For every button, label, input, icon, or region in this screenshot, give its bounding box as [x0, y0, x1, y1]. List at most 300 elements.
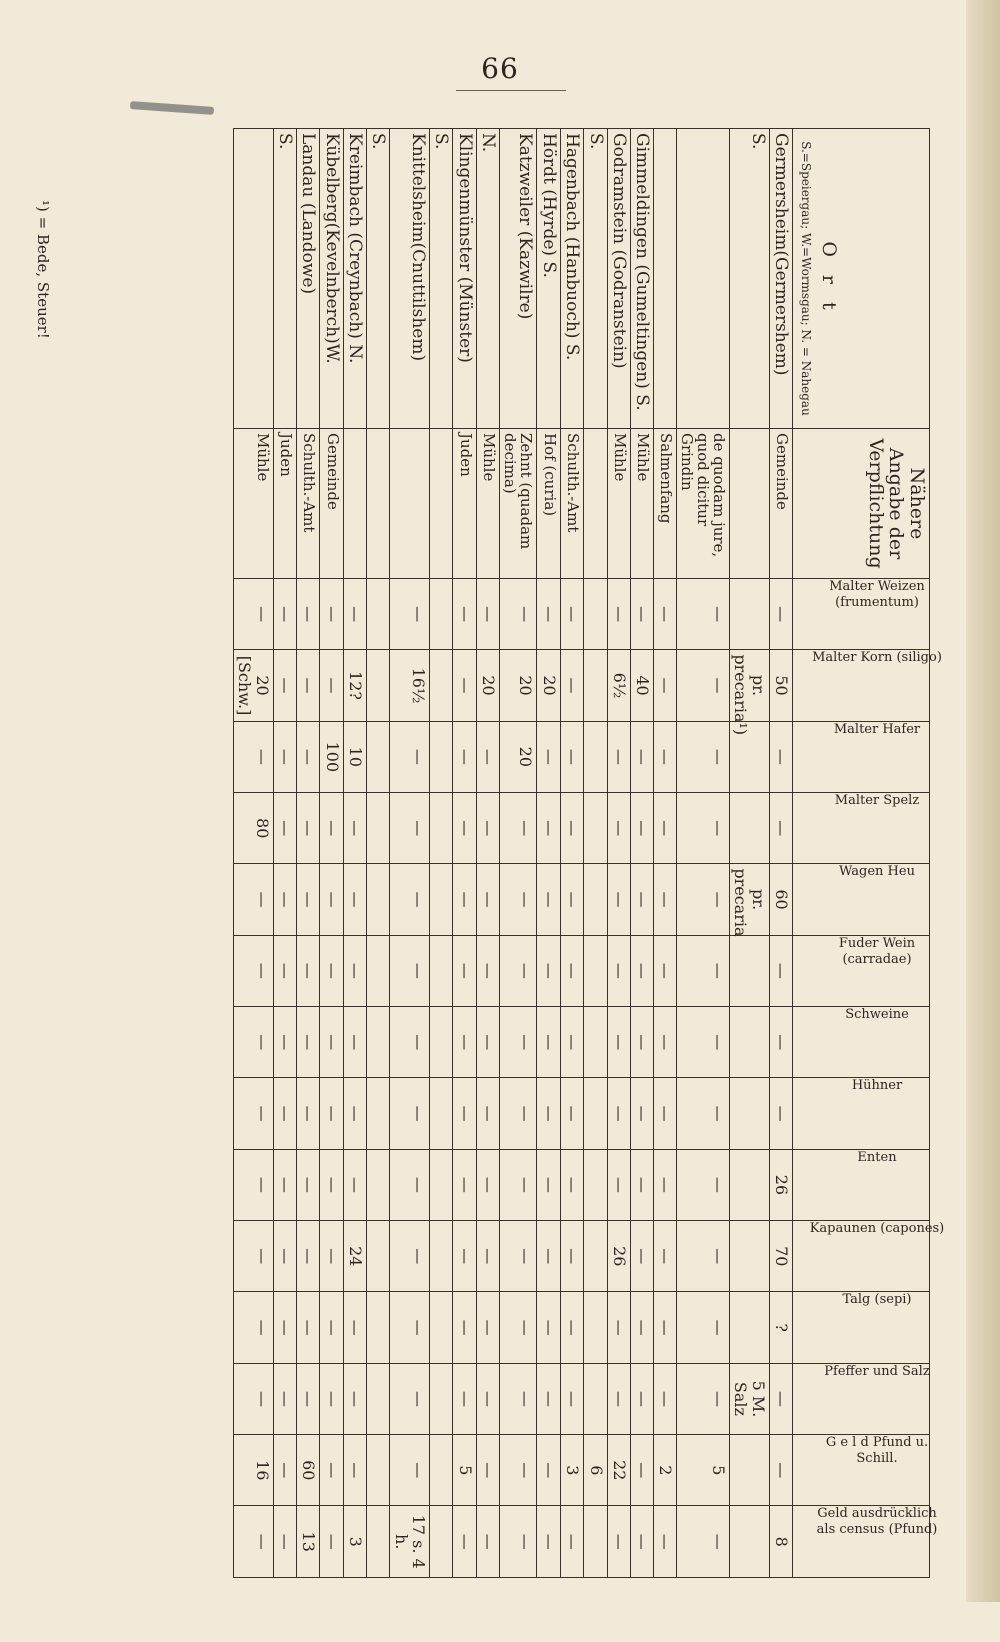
value-cell: — — [630, 1292, 653, 1363]
value-cell: — — [273, 1363, 296, 1434]
value-cell — [430, 935, 453, 1006]
value-cell: — — [320, 793, 343, 864]
table-row — [537, 129, 560, 1578]
value-cell: — — [654, 1007, 676, 1078]
value-cell: — — [453, 1221, 476, 1292]
table-row — [343, 129, 366, 1578]
value-cell: — — [537, 935, 560, 1006]
value-cell: 6 — [584, 1435, 607, 1506]
value-cell: — — [453, 721, 476, 792]
value-cell: — — [453, 1506, 476, 1578]
header-commodity: Kapaunen (capones) — [793, 1221, 930, 1292]
header-commodity: G e l d Pfund u. Schill. — [793, 1435, 930, 1506]
value-cell: — — [390, 793, 430, 864]
value-cell — [430, 1007, 453, 1078]
value-cell: 12? — [343, 650, 366, 721]
value-cell: 70 — [769, 1221, 792, 1292]
obligation-cell: de quodam jure, quod dicitur Grindin — [676, 429, 730, 579]
value-cell: — — [343, 1435, 366, 1506]
value-cell: 80 — [234, 793, 274, 864]
value-cell: — — [273, 1078, 296, 1149]
value-cell — [430, 1506, 453, 1578]
value-cell: — — [630, 1078, 653, 1149]
value-cell: — — [654, 1506, 676, 1578]
table-row — [367, 129, 390, 1578]
value-cell — [367, 864, 390, 935]
value-cell: — — [769, 1078, 792, 1149]
obligation-cell — [430, 429, 453, 579]
table-row — [320, 129, 343, 1578]
table-row — [297, 129, 320, 1578]
value-cell: — — [476, 1221, 499, 1292]
value-cell — [367, 793, 390, 864]
obligation-cell: Gemeinde — [769, 429, 792, 579]
value-cell: — — [607, 721, 630, 792]
value-cell — [730, 1292, 770, 1363]
header-commodity: Hühner — [793, 1078, 930, 1149]
value-cell — [367, 1221, 390, 1292]
value-cell — [730, 1078, 770, 1149]
header-place — [793, 129, 930, 429]
value-cell: — — [560, 1078, 583, 1149]
value-cell: — — [476, 579, 499, 650]
value-cell — [584, 650, 607, 721]
value-cell: — — [769, 793, 792, 864]
value-cell: — — [273, 1292, 296, 1363]
value-cell: — — [654, 721, 676, 792]
obligation-cell: Gemeinde — [320, 429, 343, 579]
table-row — [676, 129, 730, 1578]
value-cell — [430, 579, 453, 650]
value-cell — [730, 793, 770, 864]
value-cell: — — [769, 579, 792, 650]
value-cell: 22 — [607, 1435, 630, 1506]
value-cell: — — [453, 1149, 476, 1220]
value-cell: — — [630, 1221, 653, 1292]
header-commodity: Talg (sepi) — [793, 1292, 930, 1363]
page-number: 66 — [481, 52, 519, 85]
value-cell: — — [769, 1435, 792, 1506]
obligation-cell: Schulth.-Amt — [297, 429, 320, 579]
value-cell — [730, 935, 770, 1006]
value-cell: — — [343, 793, 366, 864]
obligation-cell — [367, 429, 390, 579]
value-cell: — — [607, 1007, 630, 1078]
value-cell: — — [500, 1363, 537, 1434]
value-cell: — — [320, 1292, 343, 1363]
value-cell: — — [630, 1149, 653, 1220]
value-cell: — — [343, 1149, 366, 1220]
value-cell: — — [320, 579, 343, 650]
value-cell: — — [453, 864, 476, 935]
value-cell: — — [320, 935, 343, 1006]
place-cell: N. — [476, 129, 499, 429]
value-cell: — — [654, 650, 676, 721]
table-row — [453, 129, 476, 1578]
value-cell: — — [390, 1149, 430, 1220]
value-cell: — — [320, 864, 343, 935]
value-cell: 2 — [654, 1435, 676, 1506]
place-cell: Godramstein (Godranstein) — [607, 129, 630, 429]
value-cell: 13 — [297, 1506, 320, 1578]
table-row — [273, 129, 296, 1578]
value-cell: — — [560, 793, 583, 864]
header-commodity: Geld ausdrücklich als census (Pfund) — [793, 1506, 930, 1578]
header-place-sub: S.=Speiergau; W.=Wormsgau; N. = Nahegau — [799, 141, 814, 416]
value-cell: — — [234, 864, 274, 935]
value-cell: — — [537, 721, 560, 792]
value-cell: — — [297, 793, 320, 864]
header-commodity: Wagen Heu — [793, 864, 930, 935]
value-cell — [430, 721, 453, 792]
value-cell: 3 — [560, 1435, 583, 1506]
value-cell: — — [297, 1078, 320, 1149]
table-header-row — [793, 129, 930, 1578]
value-cell: — — [453, 1292, 476, 1363]
value-cell: — — [630, 579, 653, 650]
value-cell: — — [476, 1292, 499, 1363]
value-cell — [430, 1149, 453, 1220]
value-cell: — — [500, 1292, 537, 1363]
value-cell: — — [273, 864, 296, 935]
value-cell — [730, 1435, 770, 1506]
value-cell: — — [607, 579, 630, 650]
value-cell: — — [607, 1149, 630, 1220]
value-cell: pr. precaria — [730, 864, 770, 935]
value-cell: — — [560, 579, 583, 650]
value-cell: — — [560, 1363, 583, 1434]
obligation-cell: Mühle — [234, 429, 274, 579]
value-cell: — — [654, 1221, 676, 1292]
value-cell: — — [390, 1435, 430, 1506]
place-cell: Kreimbach (Creynbach) N. — [343, 129, 366, 429]
value-cell: — — [630, 1363, 653, 1434]
obligation-cell: Schulth.-Amt — [560, 429, 583, 579]
obligation-cell — [730, 429, 770, 579]
value-cell: — — [560, 935, 583, 1006]
value-cell — [584, 1149, 607, 1220]
table-row — [234, 129, 274, 1578]
value-cell: 17 s. 4 h. — [390, 1506, 430, 1578]
value-cell: — — [607, 1292, 630, 1363]
obligation-cell — [390, 429, 430, 579]
value-cell: — — [320, 1435, 343, 1506]
register-table — [233, 128, 945, 1578]
value-cell: — — [453, 1078, 476, 1149]
header-place-title: O r t — [818, 241, 840, 316]
value-cell: — — [537, 1078, 560, 1149]
value-cell: — — [630, 721, 653, 792]
value-cell: 20 [Schw.] — [234, 650, 274, 721]
value-cell: — — [676, 1221, 730, 1292]
value-cell: — — [537, 1221, 560, 1292]
place-cell: S. — [430, 129, 453, 429]
place-cell: Kübelberg(Kevelnberch)W. — [320, 129, 343, 429]
header-commodity: Schweine — [793, 1007, 930, 1078]
value-cell: — — [273, 579, 296, 650]
value-cell — [367, 721, 390, 792]
value-cell: — — [537, 793, 560, 864]
value-cell: — — [234, 1149, 274, 1220]
value-cell: 20 — [500, 721, 537, 792]
value-cell — [584, 935, 607, 1006]
value-cell: — — [297, 721, 320, 792]
value-cell: — — [273, 1435, 296, 1506]
value-cell: — — [390, 864, 430, 935]
place-cell: Knittelsheim(Cnuttilshem) — [390, 129, 430, 429]
value-cell: — — [607, 864, 630, 935]
header-commodity: Malter Hafer — [793, 721, 930, 792]
value-cell: — — [343, 864, 366, 935]
obligation-cell — [343, 429, 366, 579]
value-cell: — — [607, 793, 630, 864]
footnote: ¹) = Bede, Steuer! — [34, 200, 52, 339]
value-cell: — — [676, 1078, 730, 1149]
value-cell: — — [273, 650, 296, 721]
value-cell: — — [343, 1292, 366, 1363]
value-cell: — — [537, 1149, 560, 1220]
value-cell: — — [676, 721, 730, 792]
place-cell: Klingenmünster (Münster) — [453, 129, 476, 429]
value-cell: — — [234, 935, 274, 1006]
value-cell: — — [234, 579, 274, 650]
value-cell: — — [654, 1292, 676, 1363]
value-cell: — — [273, 721, 296, 792]
value-cell: — — [234, 721, 274, 792]
value-cell: 3 — [343, 1506, 366, 1578]
value-cell: — — [453, 1363, 476, 1434]
value-cell: — — [390, 721, 430, 792]
value-cell: — — [676, 1149, 730, 1220]
value-cell: 5 — [676, 1435, 730, 1506]
value-cell: — — [390, 1363, 430, 1434]
value-cell: — — [297, 1007, 320, 1078]
value-cell: — — [630, 793, 653, 864]
table-row — [476, 129, 499, 1578]
value-cell: — — [453, 793, 476, 864]
value-cell — [584, 1078, 607, 1149]
value-cell — [584, 793, 607, 864]
value-cell: — — [537, 864, 560, 935]
value-cell: — — [500, 1506, 537, 1578]
value-cell: — — [769, 935, 792, 1006]
value-cell: pr. precaria¹) — [730, 650, 770, 721]
value-cell: — — [630, 1007, 653, 1078]
value-cell — [584, 1007, 607, 1078]
value-cell: — — [390, 579, 430, 650]
value-cell: — — [676, 864, 730, 935]
value-cell: — — [343, 579, 366, 650]
value-cell — [584, 1363, 607, 1434]
value-cell: — — [607, 1078, 630, 1149]
value-cell — [367, 579, 390, 650]
value-cell: — — [320, 650, 343, 721]
value-cell: — — [343, 1007, 366, 1078]
value-cell: — — [234, 1078, 274, 1149]
place-cell: Hagenbach (Hanbuoch) S. — [560, 129, 583, 429]
value-cell — [584, 721, 607, 792]
value-cell: — — [273, 793, 296, 864]
table-body — [234, 129, 793, 1578]
value-cell — [367, 935, 390, 1006]
value-cell: — — [476, 1078, 499, 1149]
value-cell: — — [390, 1292, 430, 1363]
place-cell: Landau (Landowe) — [297, 129, 320, 429]
value-cell: — — [297, 1363, 320, 1434]
value-cell: — — [654, 1078, 676, 1149]
value-cell: — — [500, 793, 537, 864]
value-cell — [367, 1363, 390, 1434]
value-cell: — — [500, 1149, 537, 1220]
page-edge — [966, 0, 1000, 1602]
value-cell: — — [537, 1292, 560, 1363]
value-cell: — — [297, 1149, 320, 1220]
value-cell: — — [297, 579, 320, 650]
value-cell: — — [476, 1007, 499, 1078]
place-cell: Hördt (Hyrde) S. — [537, 129, 560, 429]
value-cell: — — [769, 721, 792, 792]
value-cell: — — [630, 935, 653, 1006]
value-cell: 16½ — [390, 650, 430, 721]
value-cell: — — [500, 864, 537, 935]
obligation-cell: Zehnt (quadam decima) — [500, 429, 537, 579]
value-cell: 5 — [453, 1435, 476, 1506]
table-row — [654, 129, 676, 1578]
value-cell: — — [500, 1435, 537, 1506]
value-cell: — — [537, 1363, 560, 1434]
value-cell — [430, 1221, 453, 1292]
value-cell: — — [537, 1506, 560, 1578]
value-cell: — — [769, 1363, 792, 1434]
value-cell: — — [297, 1221, 320, 1292]
value-cell: — — [500, 1221, 537, 1292]
value-cell: — — [273, 1506, 296, 1578]
value-cell: — — [500, 935, 537, 1006]
value-cell: — — [390, 1078, 430, 1149]
value-cell: — — [273, 1007, 296, 1078]
value-cell — [730, 1221, 770, 1292]
value-cell: — — [390, 935, 430, 1006]
place-cell — [234, 129, 274, 429]
value-cell: — — [453, 935, 476, 1006]
value-cell: — — [560, 1007, 583, 1078]
value-cell: — — [320, 1078, 343, 1149]
value-cell: — — [654, 1149, 676, 1220]
value-cell: — — [476, 935, 499, 1006]
header-commodity: Enten — [793, 1149, 930, 1220]
value-cell: — — [560, 1221, 583, 1292]
header-commodity: Malter Korn (siligo) — [793, 650, 930, 721]
value-cell: 24 — [343, 1221, 366, 1292]
value-cell: — — [654, 579, 676, 650]
header-commodity: Malter Weizen (frumentum) — [793, 579, 930, 650]
value-cell: 60 — [297, 1435, 320, 1506]
value-cell — [430, 1435, 453, 1506]
obligation-cell: Mühle — [476, 429, 499, 579]
place-cell: S. — [730, 129, 770, 429]
value-cell: 26 — [769, 1149, 792, 1220]
value-cell: — — [476, 1506, 499, 1578]
place-cell: S. — [273, 129, 296, 429]
value-cell: 20 — [537, 650, 560, 721]
value-cell: — — [273, 1149, 296, 1220]
value-cell: — — [234, 1007, 274, 1078]
value-cell: — — [676, 935, 730, 1006]
value-cell: — — [476, 864, 499, 935]
obligation-cell: Juden — [453, 429, 476, 579]
value-cell: — — [453, 1007, 476, 1078]
value-cell: — — [500, 1078, 537, 1149]
place-cell: Gimmeldingen (Gumeltingen) S. — [630, 129, 653, 429]
place-cell: S. — [367, 129, 390, 429]
value-cell: — — [676, 1007, 730, 1078]
table-row — [730, 129, 770, 1578]
page-number-rule — [456, 90, 566, 91]
value-cell: — — [320, 1149, 343, 1220]
value-cell — [430, 1292, 453, 1363]
value-cell: — — [343, 935, 366, 1006]
value-cell — [367, 1078, 390, 1149]
value-cell — [584, 579, 607, 650]
value-cell: — — [476, 1363, 499, 1434]
value-cell: — — [560, 1149, 583, 1220]
value-cell: — — [500, 579, 537, 650]
value-cell — [367, 650, 390, 721]
place-cell — [676, 129, 730, 429]
value-cell: — — [320, 1221, 343, 1292]
value-cell — [584, 1221, 607, 1292]
value-cell: — — [453, 650, 476, 721]
value-cell: — — [654, 935, 676, 1006]
value-cell: 20 — [500, 650, 537, 721]
value-cell: — — [560, 650, 583, 721]
value-cell: — — [676, 1292, 730, 1363]
value-cell: — — [630, 864, 653, 935]
value-cell: — — [476, 793, 499, 864]
value-cell — [584, 864, 607, 935]
value-cell: — — [234, 1292, 274, 1363]
value-cell: — — [607, 1506, 630, 1578]
value-cell — [367, 1435, 390, 1506]
value-cell: — — [297, 864, 320, 935]
table-row — [560, 129, 583, 1578]
obligation-cell: Juden — [273, 429, 296, 579]
value-cell: 6½ — [607, 650, 630, 721]
value-cell — [430, 1363, 453, 1434]
table-row — [630, 129, 653, 1578]
value-cell: — — [297, 650, 320, 721]
value-cell: — — [560, 1506, 583, 1578]
value-cell: — — [234, 1221, 274, 1292]
value-cell: 40 — [630, 650, 653, 721]
value-cell: — — [320, 1506, 343, 1578]
place-cell — [654, 129, 676, 429]
value-cell: — — [560, 864, 583, 935]
value-cell: ? — [769, 1292, 792, 1363]
header-commodity: Malter Spelz — [793, 793, 930, 864]
value-cell: 60 — [769, 864, 792, 935]
value-cell: — — [343, 1363, 366, 1434]
value-cell: 26 — [607, 1221, 630, 1292]
value-cell — [430, 1078, 453, 1149]
value-cell: — — [769, 1007, 792, 1078]
value-cell: — — [297, 935, 320, 1006]
value-cell: — — [537, 1007, 560, 1078]
value-cell: — — [476, 721, 499, 792]
value-cell — [584, 1292, 607, 1363]
value-cell: — — [390, 1221, 430, 1292]
value-cell: — — [607, 1363, 630, 1434]
